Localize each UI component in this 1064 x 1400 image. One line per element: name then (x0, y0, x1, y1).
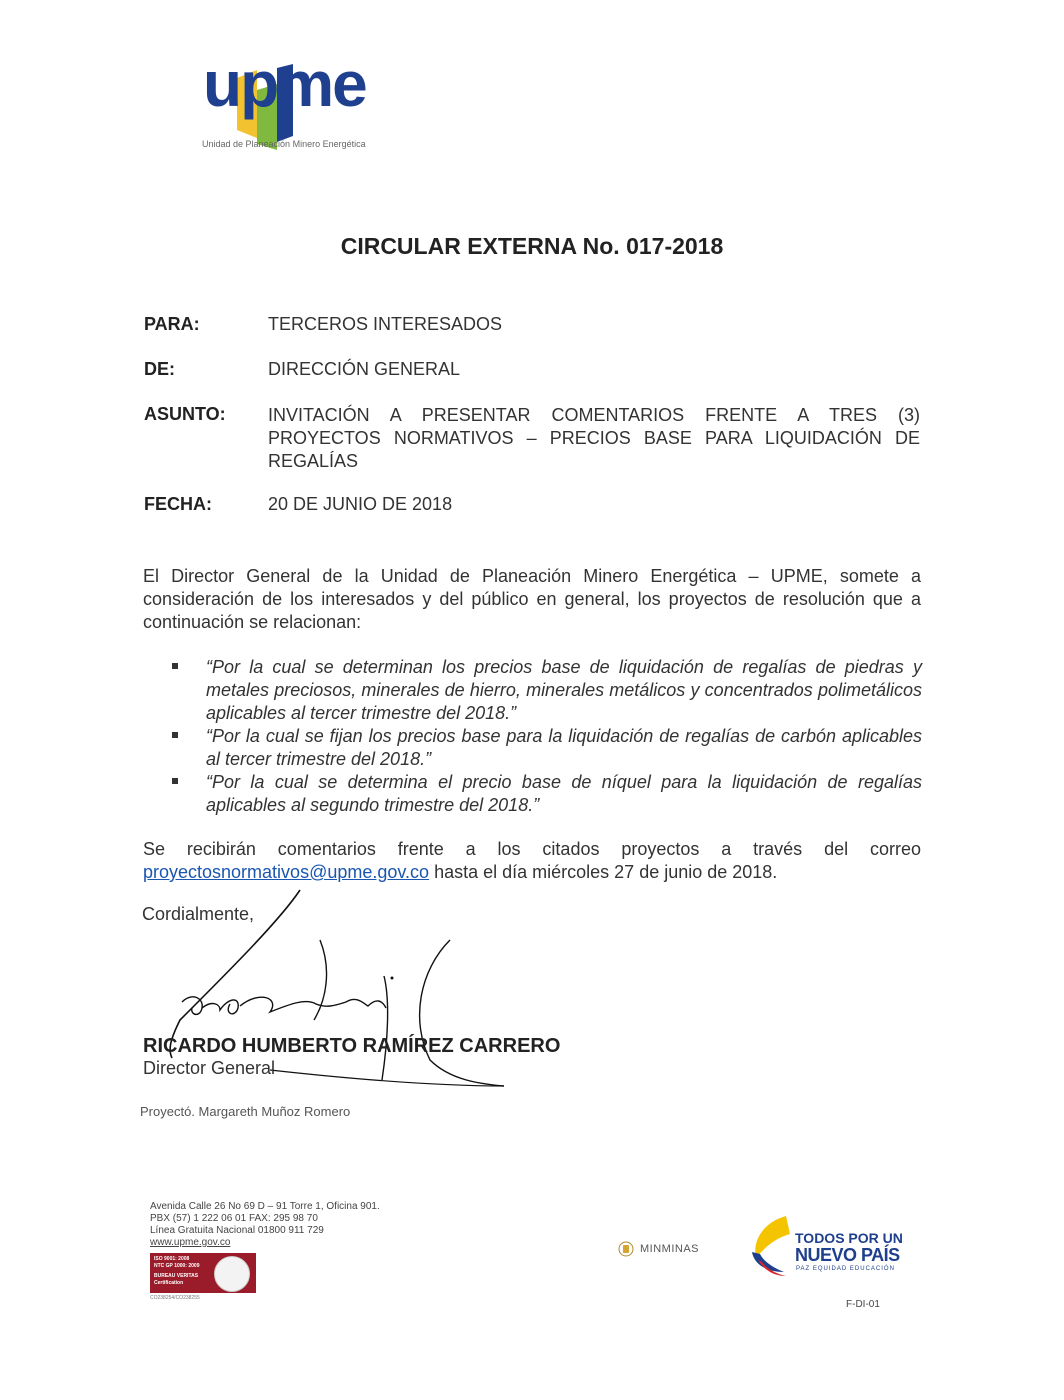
bullet-icon (172, 663, 178, 669)
signer-title: Director General (143, 1058, 276, 1078)
toll-free-line: Línea Gratuita Nacional 01800 911 729 (150, 1225, 324, 1236)
colombia-shield-icon (618, 1241, 634, 1257)
signer-name: RICARDO HUMBERTO RAMÍREZ CARRERO (143, 1035, 561, 1057)
bullet-icon (172, 778, 178, 784)
certification-badge (150, 1253, 256, 1293)
phone-line: PBX (57) 1 222 06 01 FAX: 295 98 70 (150, 1213, 318, 1224)
resolution-list (172, 656, 922, 817)
tpn-line-2: NUEVO PAÍS (795, 1245, 900, 1265)
closing: Cordialmente, (142, 904, 255, 924)
de-label: DE: (144, 359, 175, 379)
list-item (172, 656, 922, 725)
cert-line: BUREAU VERITAS (154, 1273, 199, 1279)
bureau-veritas-seal-icon (214, 1256, 250, 1292)
comments-text-after: hasta el día miércoles 27 de junio de 2018. (429, 862, 778, 882)
upme-subtitle: Unidad de Planeación Minero Energética (202, 139, 366, 149)
asunto-label: ASUNTO: (144, 404, 226, 424)
intro-paragraph: El Director General de la Unidad de Planeación Minero Energética – UPME, somete a consideración de los interesados y del público en general, los proyectos de resolución que a continuación se relacionan: (143, 566, 921, 632)
tpn-line-1: TODOS POR UN (795, 1230, 903, 1246)
comments-text-before: Se recibirán comentarios frente a los citados proyectos a través del correo (143, 839, 921, 859)
bullet-icon (172, 732, 178, 738)
fecha-label: FECHA: (144, 494, 212, 514)
para-value: TERCEROS INTERESADOS (268, 314, 503, 334)
cert-line: Certification (154, 1280, 184, 1286)
cert-code: CO238254/CO238255 (150, 1295, 200, 1301)
list-item-text: “Por la cual se fijan los precios base para la liquidación de regalías de carbón aplicables al tercer trimestre del 2018.” (206, 726, 922, 769)
de-value: DIRECCIÓN GENERAL (268, 359, 461, 379)
document-title: CIRCULAR EXTERNA No. 017-2018 (340, 233, 724, 259)
list-item-text: “Por la cual se determinan los precios base de liquidación de regalías de piedras y metales preciosos, minerales de hierro, minerales metálicos y concentrados polimetálicos aplicables al tercer trimestre del 2018.” (206, 657, 922, 723)
cert-line: ISO 9001: 2008 (154, 1256, 190, 1262)
address-line: Avenida Calle 26 No 69 D – 91 Torre 1, Oficina 901. (150, 1201, 380, 1212)
tpn-line-3: PAZ EQUIDAD EDUCACIÓN (796, 1266, 895, 1272)
minminas-logo: MINMINAS (640, 1243, 699, 1255)
comments-paragraph (143, 838, 921, 884)
para-label: PARA: (144, 314, 200, 334)
list-item-text: “Por la cual se determina el precio base de níquel para la liquidación de regalías aplicables al segundo trimestre del 2018.” (206, 772, 922, 815)
form-code: F-DI-01 (846, 1299, 880, 1310)
list-item (172, 725, 922, 771)
drafted-by: Proyectó. Margareth Muñoz Romero (140, 1104, 351, 1119)
todos-por-un-nuevo-pais-swoosh-icon (746, 1212, 792, 1278)
cert-line: NTC GP 1000: 2009 (154, 1263, 200, 1269)
email-link[interactable]: proyectosnormativos@upme.gov.co (143, 862, 430, 882)
handwritten-signature (120, 880, 540, 1120)
upme-wordmark: upme (203, 48, 366, 120)
fecha-value: 20 DE JUNIO DE 2018 (268, 494, 453, 514)
asunto-value: INVITACIÓN A PRESENTAR COMENTARIOS FRENTE A TRES (3) PROYECTOS NORMATIVOS – PRECIOS BASE PARA LIQUIDACIÓN DE REGALÍAS (268, 405, 920, 471)
list-item (172, 771, 922, 817)
website-link[interactable]: www.upme.gov.co (150, 1237, 231, 1248)
